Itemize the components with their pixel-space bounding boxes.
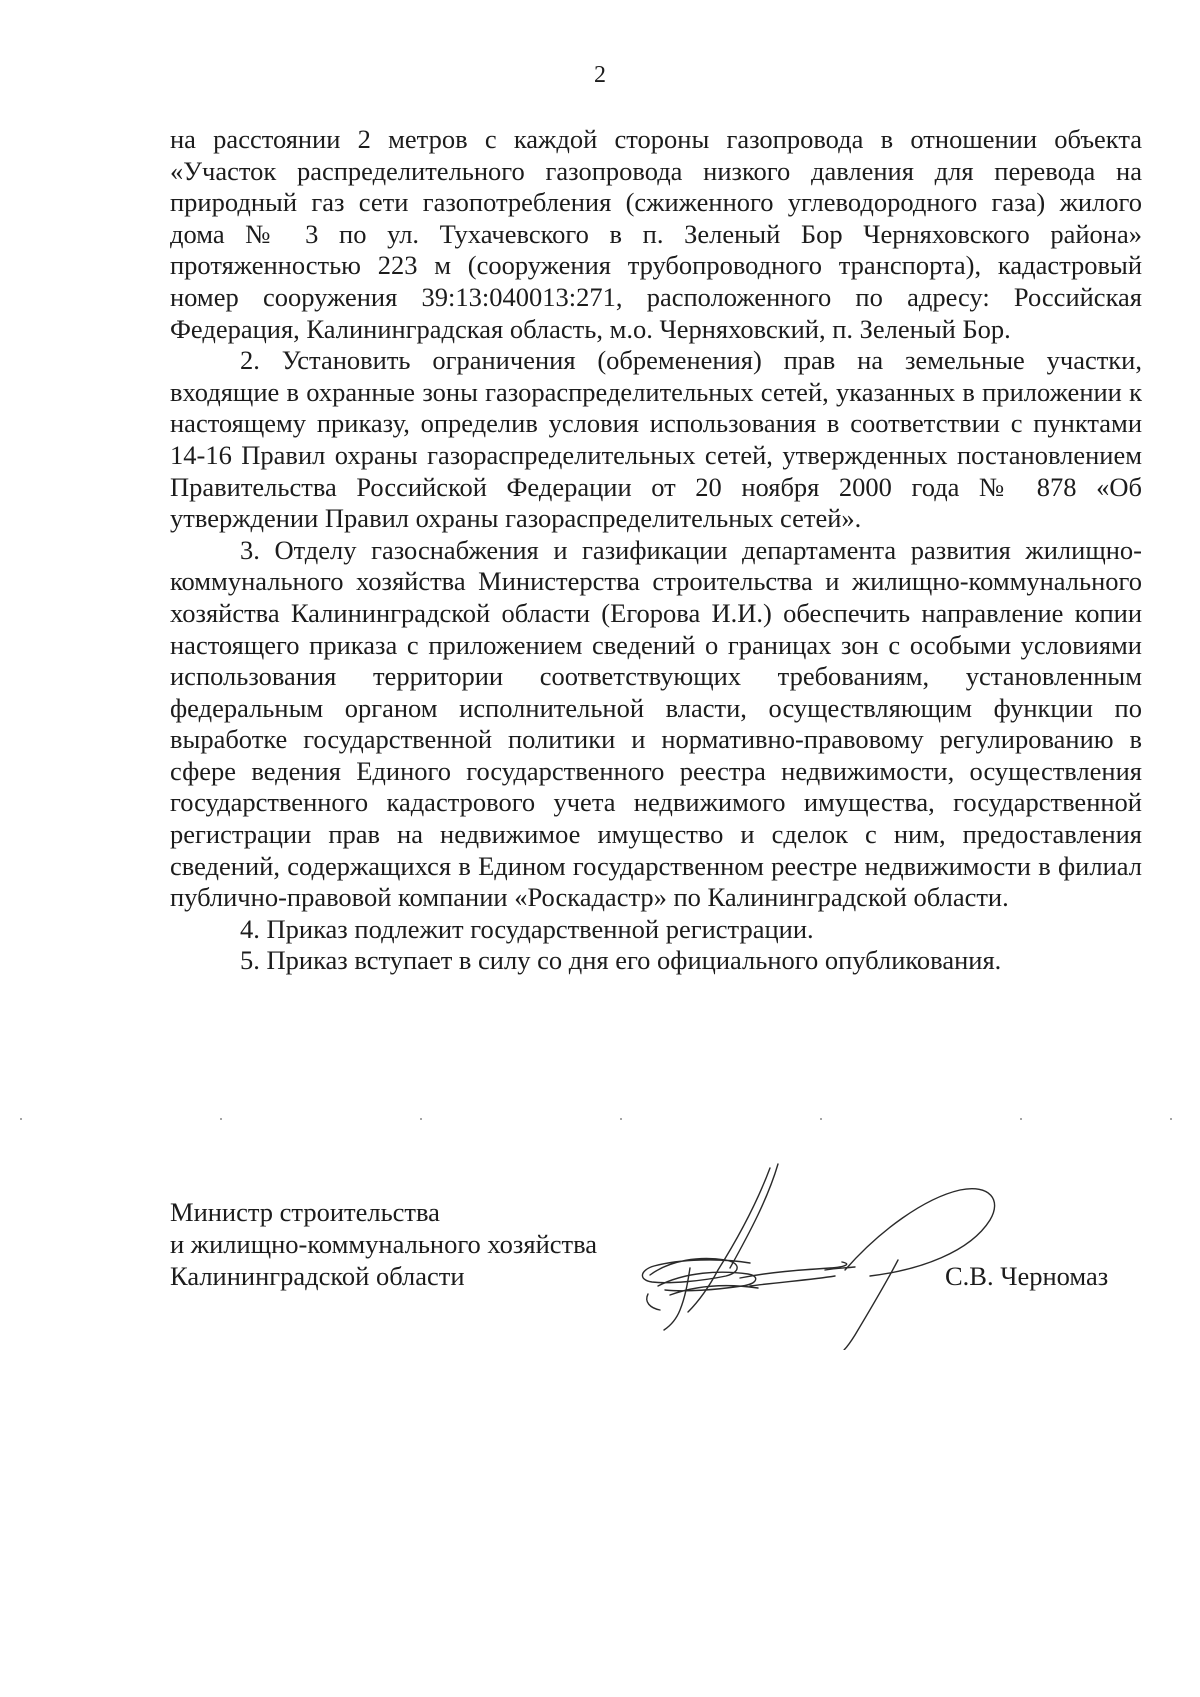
signatory-title-line-3: Калининградской области	[170, 1261, 465, 1291]
page-number: 2	[594, 62, 606, 88]
paragraph-item-5: 5. Приказ вступает в силу со дня его официального опубликования.	[240, 945, 1002, 976]
paragraph-continuation: на расстоянии 2 метров с каждой стороны газопровода в отношении объекта «Участок распределительного газопровода низкого давления для перевода на природный газ сети газопотребления (сжиженного углеводородного газа) жилого дома № 3 по ул. Тухачевского в п. Зеленый Бор Черняховского района» протяженностью 223 м (сооружения трубопроводного транспорта), кадастровый номер сооружения 39:13:040013:271, расположенного по адресу: Российская Федерация, Калининградская область, м.о. Черняховский, п. Зеленый Бор.	[170, 124, 1142, 344]
document-body	[170, 124, 1142, 977]
paragraph-item-2: 2. Установить ограничения (обременения) прав на земельные участки, входящие в охранные зоны газораспределительных сетей, указанных в приложении к настоящему приказу, определив условия использования в соответствии с пунктами 14-16 Правил охраны газораспределительных сетей, утвержденных постановлением Правительства Российской Федерации от 20 ноября 2000 года № 878 «Об утверждении Правил охраны газораспределительных сетей».	[170, 345, 1142, 534]
signatory-title-line-2: и жилищно-коммунального хозяйства	[170, 1229, 598, 1259]
signatory-title	[170, 1196, 597, 1292]
paragraph-item-4: 4. Приказ подлежит государственной регистрации.	[240, 913, 814, 944]
scan-dot-line	[20, 1118, 1180, 1122]
paragraph-item-3: 3. Отделу газоснабжения и газификации департамента развития жилищно-коммунального хозяйства Министерства строительства и жилищно-коммунального хозяйства Калининградской области (Егорова И.И.) обеспечить направление копии настоящего приказа с приложением сведений о границах зон с особыми условиями использования территории соответствующих требованиям, установленным федеральным органом исполнительной власти, осуществляющим функции по выработке государственной политики и нормативно-правовому регулированию в сфере ведения Единого государственного реестра недвижимости, осуществления государственного кадастрового учета недвижимого имущества, государственной регистрации прав на недвижимое имущество и сделок с ним, предоставления сведений, содержащихся в Едином государственном реестре недвижимости в филиал публично-правовой компании «Роскадастр» по Калининградской области.	[170, 534, 1142, 913]
signatory-title-line-1: Министр строительства	[170, 1197, 440, 1227]
signatory-name: С.В. Черномаз	[945, 1261, 1109, 1291]
handwritten-signature	[630, 1160, 1050, 1350]
